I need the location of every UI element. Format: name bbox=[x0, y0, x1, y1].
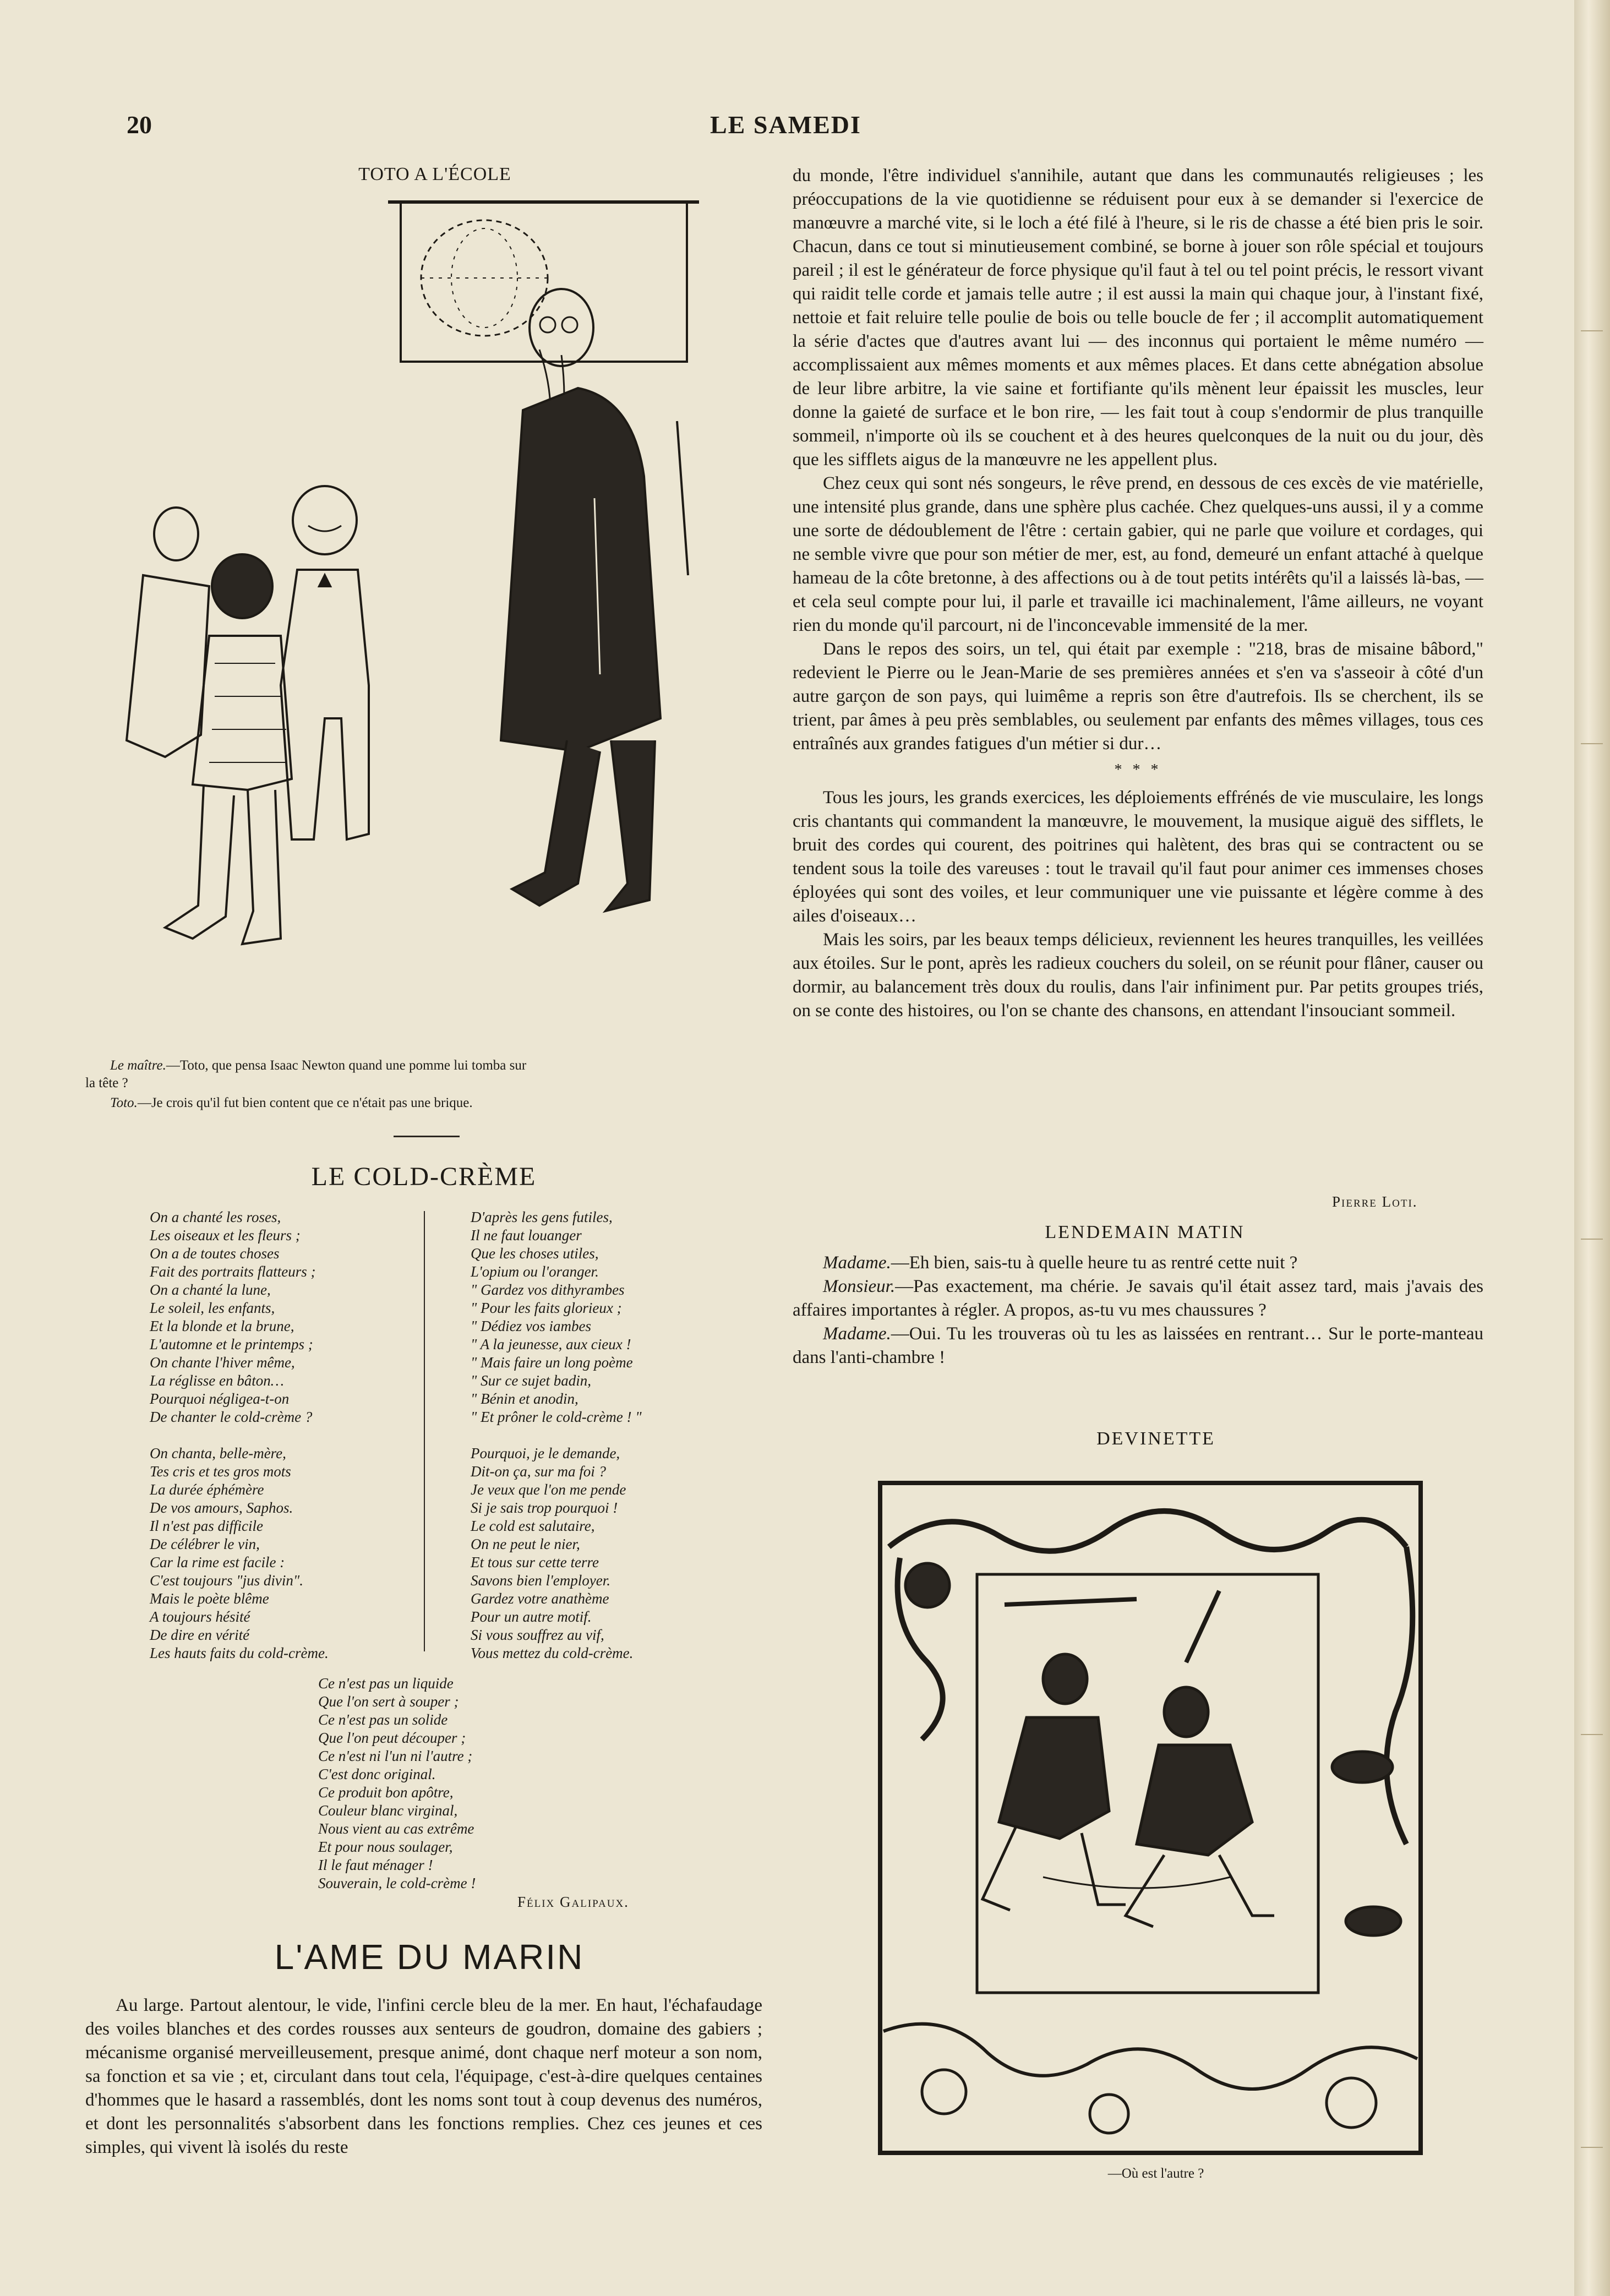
dialogue-text: —Pas exactement, ma chérie. Je savais qu'il était assez tard, mais j'avais des affaires importantes à régler. A propos, as-tu vu mes chaussures ? bbox=[793, 1277, 1483, 1320]
lendemain-dialogue bbox=[793, 1251, 1483, 1370]
journal-title: LE SAMEDI bbox=[710, 111, 861, 139]
poem-line: " Dédiez vos iambes bbox=[471, 1318, 592, 1334]
lendemain-title: LENDEMAIN MATIN bbox=[1045, 1222, 1245, 1242]
poem-line: Pourquoi, je le demande, bbox=[471, 1445, 620, 1461]
poem-line: " Pour les faits glorieux ; bbox=[471, 1300, 622, 1316]
poem-line: Les oiseaux et les fleurs ; bbox=[150, 1227, 301, 1244]
cold-creme-right-column bbox=[471, 1208, 729, 1681]
toto-caption-line1-cont: la tête ? bbox=[85, 1076, 128, 1090]
devinette-caption: —Où est l'autre ? bbox=[1107, 2166, 1204, 2181]
poem-line: Pour un autre motif. bbox=[471, 1608, 592, 1625]
poem-line: Gardez votre anathème bbox=[471, 1590, 609, 1607]
poem-line: Couleur blanc virginal, bbox=[318, 1802, 458, 1819]
poem-line: " A la jeunesse, aux cieux ! bbox=[471, 1336, 631, 1352]
devinette-title: DEVINETTE bbox=[1096, 1428, 1215, 1449]
poem-line: Ce produit bon apôtre, bbox=[318, 1784, 454, 1801]
poem-line: A toujours hésité bbox=[150, 1608, 250, 1625]
poem-line: Ce n'est pas un solide bbox=[318, 1711, 448, 1728]
poem-line: Souverain, le cold-crème ! bbox=[318, 1875, 476, 1891]
cold-creme-author: Félix Galipaux. bbox=[517, 1894, 629, 1910]
dialogue-line bbox=[793, 1275, 1483, 1322]
poem-line: Tes cris et tes gros mots bbox=[150, 1463, 291, 1480]
poem-line: De dire en vérité bbox=[150, 1627, 250, 1643]
poem-line: C'est donc original. bbox=[318, 1766, 436, 1782]
cold-creme-final-stanza bbox=[318, 1675, 577, 1893]
poem-line: De vos amours, Saphos. bbox=[150, 1499, 293, 1516]
poem-line: Si vous souffrez au vif, bbox=[471, 1627, 604, 1643]
poem-line: De chanter le cold-crème ? bbox=[150, 1409, 313, 1425]
cold-creme-left-column bbox=[150, 1208, 408, 1681]
poem-line: Il n'est pas difficile bbox=[150, 1518, 263, 1534]
poem-line: Si je sais trop pourquoi ! bbox=[471, 1499, 618, 1516]
poem-line: Mais le poète blême bbox=[150, 1590, 269, 1607]
poem-line: Le cold est salutaire, bbox=[471, 1518, 595, 1534]
wall-map bbox=[401, 202, 687, 362]
page-header bbox=[127, 110, 1514, 143]
marin-paragraph-5: Tous les jours, les grands exercices, les déploiements effrénés de vie musculaire, les longs cris chantants qui commandent la manœuvre, le mouvement, la musique aiguë des sifflets, le bruit des cordes qui courent, des poitrines qui halètent, des bras qui se contractent ou se tendent sous la toile des vareuses : tout le travail qu'il faut pour animer ces immenses choses éployées qui sont des voiles, et leur communiquer une vie puissante et légère comme à des ailes d'oiseaux… bbox=[793, 788, 1483, 926]
poem-line: Fait des portraits flatteurs ; bbox=[150, 1263, 316, 1280]
poem-column-divider bbox=[424, 1211, 425, 1651]
poem-line: " Mais faire un long poème bbox=[471, 1354, 633, 1371]
poem-line: Car la rime est facile : bbox=[150, 1554, 285, 1570]
section-divider bbox=[394, 1136, 460, 1137]
toto-figure bbox=[165, 554, 292, 944]
poem-line: La réglisse en bâton… bbox=[150, 1372, 284, 1389]
dialogue-line bbox=[793, 1251, 1483, 1275]
student-left-figure bbox=[127, 508, 209, 757]
poem-line: Et pour nous soulager, bbox=[318, 1839, 453, 1855]
poem-line: L'automne et le printemps ; bbox=[150, 1336, 313, 1352]
poem-line: Nous vient au cas extrême bbox=[318, 1820, 474, 1837]
poem-line: D'après les gens futiles, bbox=[471, 1209, 613, 1225]
swordsman-right bbox=[1126, 1687, 1274, 1927]
poem-line: Ce n'est pas un liquide bbox=[318, 1675, 454, 1692]
page-edge bbox=[1574, 0, 1610, 2296]
poem-line: Que les choses utiles, bbox=[471, 1245, 599, 1262]
poem-line: Je veux que l'on me pende bbox=[471, 1481, 626, 1498]
poem-line: Et la blonde et la brune, bbox=[150, 1318, 294, 1334]
dialogue-speaker: Madame. bbox=[823, 1253, 891, 1273]
cold-creme-final-stanza bbox=[318, 1675, 577, 1911]
marin-paragraph-1: Au large. Partout alentour, le vide, l'infini cercle bleu de la mer. En haut, l'échafaudage des voiles blanches et des cordes rousses aux senteurs de goudron, domaine des gabiers ; mécanisme organisé merveilleusement, presque animé, dont chaque nerf moteur a son nom, sa fonction et sa vie ; et, circulant dans tout cela, l'équipage, c'est-à-dire quelques centaines d'hommes que le hasard a rassemblés, dont les noms sont tout à coup devenus des numéros, et dont les personnalités s'absorbent dans les fonctions remplies. Chez ces jeunes et ces simples, qui vivent là isolés du reste bbox=[85, 1995, 762, 2157]
poem-line: " Bénin et anodin, bbox=[471, 1390, 578, 1407]
toto-caption-speaker-master: Le maître. bbox=[110, 1058, 166, 1073]
devinette-illustration bbox=[878, 1481, 1423, 2155]
poem-line: La durée éphémère bbox=[150, 1481, 264, 1498]
poem-line: Et tous sur cette terre bbox=[471, 1554, 599, 1570]
marin-column-1 bbox=[85, 1994, 762, 2159]
marin-paragraph-2: du monde, l'être individuel s'annihile, autant que dans les communautés religieuses ; les préoccupations de la vie quotidienne se réduisent pour eux à se demander si l'exercice de manœuvre a marché vite, si le loch a été filé à l'heure, si le ris de chasse a été bien pris le soir. Chacun, dans ce tout si minutieusement combiné, se borne à jouer son rôle spécial et toujours pareil ; il est le générateur de force physique qu'il faut à tel ou tel point précis, le ressort vivant qui raidit telle corde et jamais telle autre ; il est aussi la main qui chaque jour, à l'instant fixé, nettoie et fait reluire telle poulie de bois ou telle boucle de fer ; il accomplit automatiquement la série d'actes que d'autres avant lui — des inconnus qui portaient le même numéro — accomplissaient aux mêmes moments et aux mêmes places. Et dans cette abnégation absolue de leur libre arbitre, la vie saine et fortifiante qu'ils mènent leur épaissit les muscles, leur donne la gaieté de surface et le bon rire, — les fait tout à coup s'endormir de plus tranquille sommeil, n'importe où ils se couchent et à des heures quelconques de la nuit ou du jour, dès que les sifflets aigus de la manœuvre ne les appellent plus. bbox=[793, 166, 1483, 470]
marin-paragraph-6: Mais les soirs, par les beaux temps délicieux, reviennent les heures tranquilles, les veillées aux étoiles. Sur le pont, après les radieux couchers du soleil, on se réunit pour flâner, causer ou dormir, au balancement très doux du roulis, dans l'air infiniment pur. Par petits groupes triés, on se conte des histoires, ou l'on se chante des chansons, en attendant l'insouciant sommeil. bbox=[793, 930, 1483, 1021]
poem-line: Savons bien l'employer. bbox=[471, 1572, 610, 1589]
toto-caption-line2: —Je crois qu'il fut bien content que ce n'était pas une brique. bbox=[137, 1095, 473, 1110]
toto-caption-speaker-toto: Toto. bbox=[110, 1095, 138, 1110]
swordsman-left bbox=[983, 1654, 1126, 1910]
cold-creme-right-stanza bbox=[471, 1208, 729, 1426]
poem-line: On chante l'hiver même, bbox=[150, 1354, 295, 1371]
marin-paragraph-3: Chez ceux qui sont nés songeurs, le rêve prend, en dessous de ces excès de vie matérielle, une intensité plus grande, dans une sphère plus cachée. Chez quelques-uns aussi, il y a comme une sorte de dédoublement de l'être : certain gabier, qui ne parle que voilure et cordages, qui ne semble vivre que pour son métier de mer, est, au fond, demeuré un enfant attaché à quelque hameau de la côte bretonne, à des affections ou à de tout petits intérêts qu'il a laissés là-bas, — et cela seul compte pour lui, il parle et travaille ici machinalement, l'âme ailleurs, ne voyant rien du monde qu'il parcourt, ni de l'inconcevable immensité de la mer. bbox=[793, 473, 1483, 635]
poem-line: Ce n'est ni l'un ni l'autre ; bbox=[318, 1748, 473, 1764]
dialogue-text: —Oui. Tu les trouveras où tu les as laissées en rentrant… Sur le porte-manteau dans l'anti-chambre ! bbox=[793, 1324, 1483, 1367]
poem-line: On ne peut le nier, bbox=[471, 1536, 580, 1552]
poem-line: " Gardez vos dithyrambes bbox=[471, 1281, 625, 1298]
dialogue-speaker: Monsieur. bbox=[823, 1277, 896, 1296]
poem-line: On a chanté les roses, bbox=[150, 1209, 281, 1225]
poem-line: On chanta, belle-mère, bbox=[150, 1445, 286, 1461]
marin-column-2 bbox=[793, 164, 1483, 1023]
poem-line: Il le faut ménager ! bbox=[318, 1857, 433, 1873]
poem-line: Dit-on ça, sur ma foi ? bbox=[471, 1463, 606, 1480]
marin-title: L'AME DU MARIN bbox=[274, 1937, 585, 1977]
poem-line: Que l'on peut découper ; bbox=[318, 1730, 466, 1746]
poem-line: Il ne faut louanger bbox=[471, 1227, 582, 1244]
poem-line: C'est toujours "jus divin". bbox=[150, 1572, 303, 1589]
poem-line: On a de toutes choses bbox=[150, 1245, 280, 1262]
cold-creme-right-stanza bbox=[471, 1444, 729, 1662]
toto-title: TOTO A L'ÉCOLE bbox=[358, 164, 511, 184]
page-number: 20 bbox=[127, 111, 152, 139]
marin-paragraph-4: Dans le repos des soirs, un tel, qui était par exemple : "218, bras de misaine bâbord," redevient le Pierre ou le Jean-Marie de ses premières années et s'en va s'asseoir à côté d'un autre garçon de son pays, qui luimême a repris son être d'autrefois. Ils se cherchent, ils se trient, par âmes à peu près semblables, ou seulement par enfants des mêmes villages, tous ces entraînés aux grandes fatigues d'un métier si dur… bbox=[793, 639, 1483, 754]
dialogue-speaker: Madame. bbox=[823, 1324, 891, 1344]
student-right-figure bbox=[281, 486, 369, 839]
poem-line: Que l'on sert à souper ; bbox=[318, 1693, 459, 1710]
poem-line: Le soleil, les enfants, bbox=[150, 1300, 275, 1316]
poem-line: Les hauts faits du cold-crème. bbox=[150, 1645, 329, 1661]
poem-line: " Sur ce sujet badin, bbox=[471, 1372, 592, 1389]
poem-line: Vous mettez du cold-crème. bbox=[471, 1645, 634, 1661]
poem-line: L'opium ou l'oranger. bbox=[471, 1263, 599, 1280]
dialogue-line bbox=[793, 1322, 1483, 1370]
cold-creme-left-stanza bbox=[150, 1208, 408, 1426]
poem-line: De célébrer le vin, bbox=[150, 1536, 260, 1552]
dialogue-text: —Eh bien, sais-tu à quelle heure tu as rentré cette nuit ? bbox=[891, 1253, 1298, 1273]
cold-creme-title: LE COLD-CRÈME bbox=[311, 1162, 537, 1191]
cold-creme-left-stanza bbox=[150, 1444, 408, 1662]
marin-author: Pierre Loti. bbox=[1332, 1193, 1418, 1210]
marin-separator: * * * bbox=[1114, 761, 1162, 778]
poem-line: " Et prôner le cold-crème ! " bbox=[471, 1409, 642, 1425]
toto-caption-line1: —Toto, que pensa Isaac Newton quand une pomme lui tomba sur bbox=[166, 1058, 527, 1073]
poem-line: On a chanté la lune, bbox=[150, 1281, 271, 1298]
toto-illustration bbox=[83, 190, 765, 1038]
toto-caption bbox=[85, 1057, 768, 1112]
teacher-figure bbox=[501, 289, 688, 911]
poem-line: Pourquoi négligea-t-on bbox=[150, 1390, 290, 1407]
